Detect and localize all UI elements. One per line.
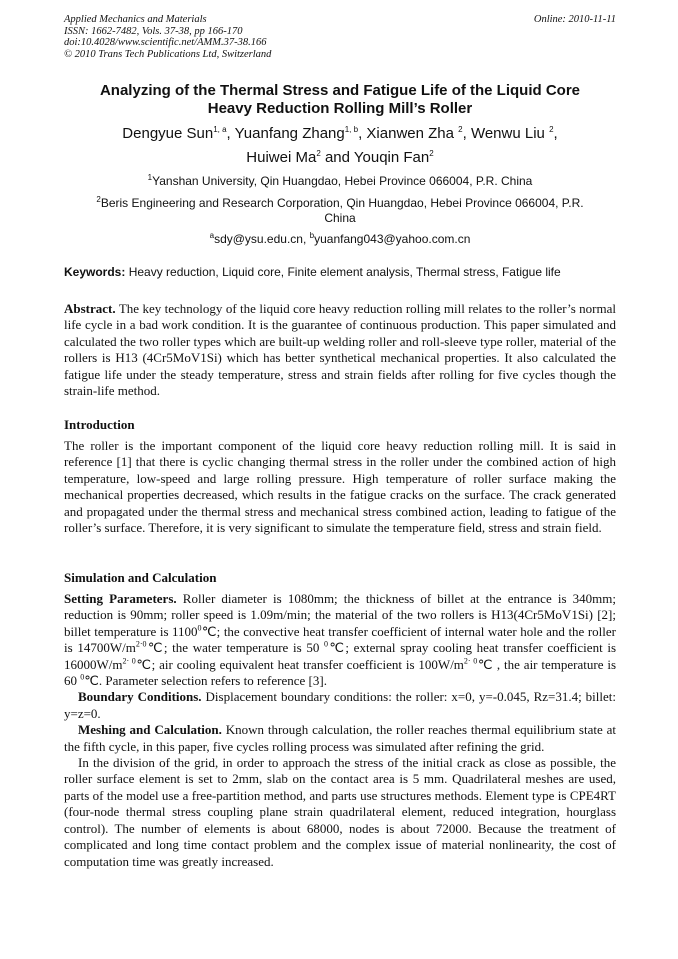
setting-text: ℃ , the air temperature is 60 (64, 656, 617, 689)
author-affiliation-mark: 2 (429, 148, 434, 158)
author-name: Wenwu Liu (470, 125, 545, 142)
journal-name: Applied Mechanics and Materials (64, 14, 207, 25)
affiliation-text: Beris Engineering and Research Corporation, Qin Huangdao, Hebei Province 066004, P.R. China (100, 196, 584, 225)
meshing-paragraph (64, 722, 616, 755)
author-name: Yuanfang Zhang (234, 125, 345, 142)
email-mark: a (209, 231, 215, 240)
affiliation-mark: 2 (96, 195, 101, 204)
affiliation-text: Yanshan University, Qin Huangdao, Hebei Province 066004, P.R. China (152, 174, 533, 188)
unit-mark: 2· 0 (122, 656, 136, 666)
introduction-paragraph: The roller is the important component of the liquid core heavy reduction rolling mill. It is said in reference [1] that there is cyclic changing thermal stress in the roller under the combined action of high temperature, low-speed and large rolling pressure. High temperature of roller surface making the mechanical properties decreased, which results in the fatigue cracks on the surface. The crack generated and propagated under the thermal stress and mechanical stress combined action, leading to fatigue of the roller’s surface. Therefore, it is very significant to simulate the temperature field, stress and strain field. (64, 438, 616, 536)
grid-division-paragraph: In the division of the grid, in order to approach the stress of the initial crack as close as possible, the roller surface element is set to 2mm, slab on the contact area is 5 mm. Quadrilateral meshes are used, parts of the model use a free-partition method, and parts use structures methods. Element type is CPE4RT (four-node thermal stress coupling plane strain quadrilateral element, reduced integration, hourglass control). The number of elements is about 68000, nodes is about 72000. Because the treatment of complicated and long time contact problem and the complex issue of material nonlinearity, the cost of computation time was greatly increased. (64, 755, 616, 869)
author-name: Dengyue Sun (122, 125, 214, 142)
boundary-conditions-text: Displacement boundary conditions: the roller: x=0, y=-0.045, Rz=31.4; billet: y=z=0. (64, 689, 617, 721)
journal-header (64, 14, 616, 60)
doi-line[interactable]: doi:10.4028/www.scientific.net/AMM.37-38.166 (64, 37, 267, 48)
copyright-line: © 2010 Trans Tech Publications Ltd, Switzerland (64, 48, 272, 60)
setting-text: ℃; external spray cooling heat transfer coefficient is 16000W/m (64, 640, 617, 672)
setting-text: ℃; the water temperature is 50 (146, 640, 320, 656)
title-line-1: Analyzing of the Thermal Stress and Fatigue Life of the Liquid Core (99, 82, 581, 99)
degree-mark: 0 (324, 639, 328, 649)
unit-mark: 2·0 (135, 639, 147, 649)
keywords (64, 265, 616, 280)
paper-title (70, 82, 610, 118)
author-conjunction: and (324, 148, 350, 166)
meshing-text: Known through calculation, the roller reaches thermal equilibrium state at the fifth cycle, in this paper, five cycles rolling process was simulated after refining the grid. (64, 722, 616, 754)
abstract-text: The key technology of the liquid core heavy reduction rolling mill relates to the roller’s normal life cycle in a bad work condition. It is the guarantee of continuous production. This paper simulated and calculated the two roller types which are built-up welding roller and roll-sleeve type roller, material of the rollers is H13 (4Cr5MoV1Si) which has better synthetical mechanical properties. It also calculated the fatigue life under the steady temperature, stress and strain fields after rolling for five cycles though the strain-life method. (64, 301, 617, 399)
simulation-content (64, 591, 616, 870)
online-date: Online: 2010-11-11 (533, 14, 616, 25)
degree-mark: 0 (197, 623, 202, 633)
affiliation-2 (80, 196, 600, 225)
email-link[interactable]: sdy@ysu.edu.cn, (214, 232, 307, 246)
issn-line: ISSN: 1662-7482, Vols. 37-38, pp 166-170 (64, 25, 243, 37)
degree-mark: 0 (80, 672, 85, 682)
boundary-conditions-paragraph (64, 689, 616, 722)
affiliation-mark: 1 (147, 173, 153, 182)
author-list: Dengyue Sun$^{1, a}$, Yuanfang Zhang$^{1, b}$, Xianwen Zha $^2$, Wenwu Liu $^2$, Huiwei Ma$^2$ and Youqin Fan$^2$ (122, 125, 558, 166)
title-line-2: Heavy Reduction Rolling Mill’s Roller (207, 100, 473, 117)
meshing-label: Meshing and Calculation. (78, 722, 222, 738)
setting-text: ℃. Parameter selection refers to reference [3]. (84, 673, 327, 689)
setting-text: ℃; air cooling equivalent heat transfer coefficient is 100W/m (135, 656, 464, 672)
author-affiliation-mark: 1, b (344, 125, 359, 134)
affiliation-1 (70, 174, 610, 189)
setting-text: ℃; the convective heat transfer coefficient of internal water hole and the roller is 14700W/m (64, 623, 616, 656)
author-name: Youqin Fan (353, 148, 430, 166)
email-mark: b (309, 231, 315, 240)
abstract-label: Abstract. (64, 301, 116, 316)
email-link[interactable]: yuanfang043@yahoo.com.cn (314, 232, 471, 246)
author-affiliation-mark: 2 (549, 125, 554, 134)
author-affiliation-mark: 1, a (213, 125, 227, 134)
boundary-conditions-label: Boundary Conditions. (78, 689, 202, 705)
setting-parameters-label: Setting Parameters. (64, 591, 177, 606)
author-name: Xianwen Zha (366, 125, 454, 142)
email-line (70, 232, 610, 247)
setting-text: Roller diameter is 1080mm; the thickness of billet at the entrance is 340mm; reduction is 90mm; roller speed is 1.09m/min; the material of the two rollers is H13(4Cr5MoV1Si) [2]; billet temperature is 1100 (64, 591, 617, 639)
abstract-paragraph (64, 301, 616, 399)
setting-parameters-paragraph (64, 591, 616, 689)
author-affiliation-mark: 2 (316, 148, 321, 158)
section-heading-introduction: Introduction (64, 417, 135, 432)
section-heading-simulation: Simulation and Calculation (64, 570, 217, 585)
keywords-text: Heavy reduction, Liquid core, Finite element analysis, Thermal stress, Fatigue life (128, 265, 561, 279)
unit-mark: 2· 0 (463, 656, 478, 666)
author-affiliation-mark: 2 (458, 125, 463, 134)
keywords-label: Keywords: (64, 265, 126, 279)
author-name: Huiwei Ma (246, 148, 317, 166)
